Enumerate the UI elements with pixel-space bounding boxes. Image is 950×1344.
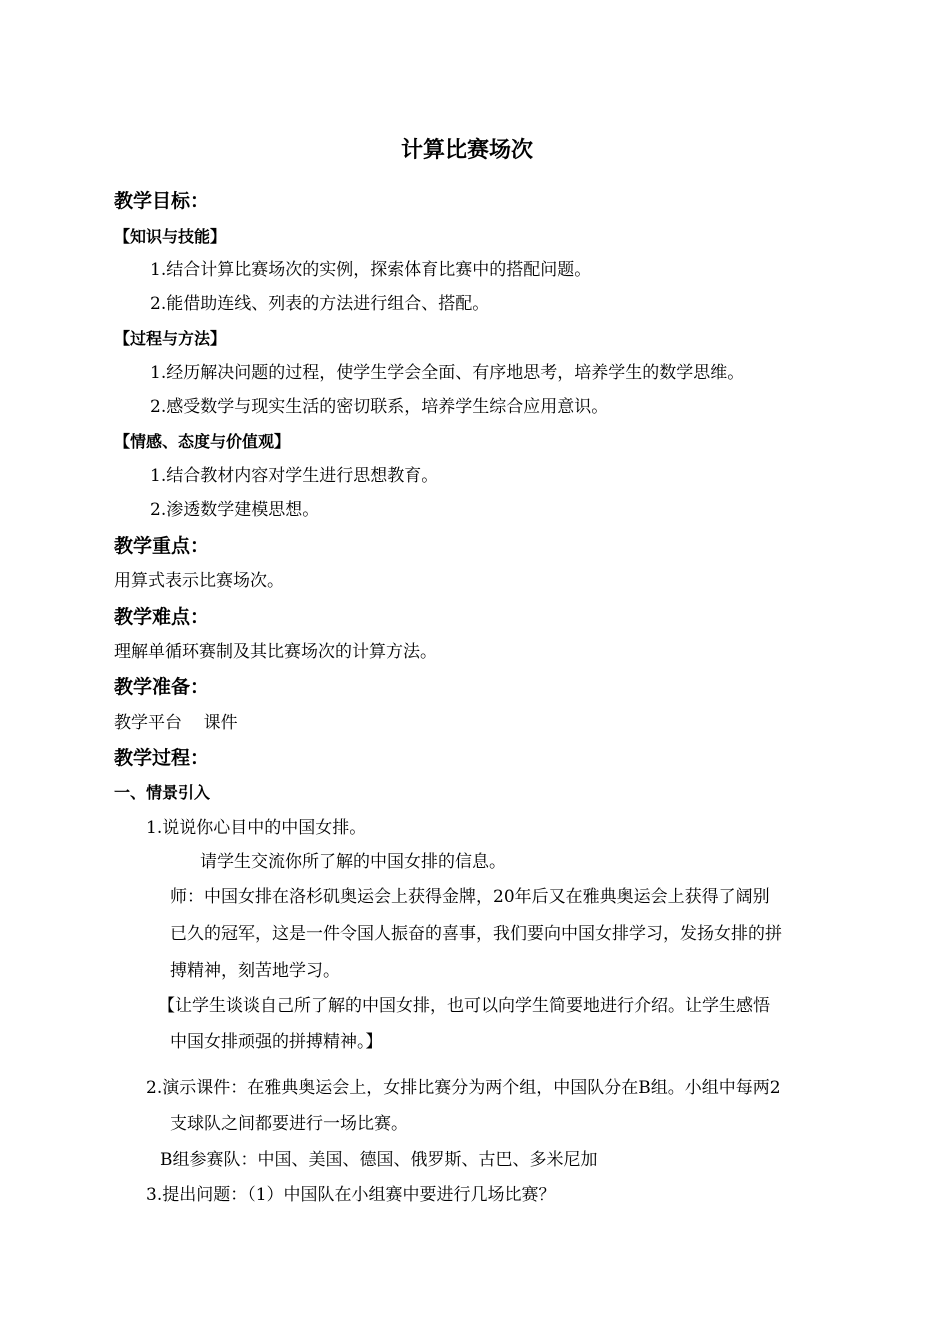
emotion-item-1: 1.结合教材内容对学生进行思想教育。: [150, 466, 439, 486]
intro-item-1-sub: 请学生交流你所了解的中国女排的信息。: [200, 852, 506, 872]
preparation-text: 教学平台 课件: [114, 713, 238, 733]
key-point-heading: 教学重点：: [114, 535, 210, 557]
process-heading: 教学过程：: [114, 747, 210, 769]
intro-item-3: 3.提出问题：（1）中国队在小组赛中要进行几场比赛？: [146, 1185, 556, 1205]
process-item-1: 1.经历解决问题的过程，使学生学会全面、有序地思考，培养学生的数学思维。: [150, 363, 745, 383]
objectives-heading: 教学目标：: [114, 190, 210, 212]
preparation-heading: 教学准备：: [114, 676, 210, 698]
emotion-label: 【情感、态度与价值观】: [114, 432, 291, 451]
difficulty-text: 理解单循环赛制及其比赛场次的计算方法。: [114, 642, 437, 662]
note-line-1: 【让学生谈谈自己所了解的中国女排，也可以向学生简要地进行介绍。让学生感悟: [158, 996, 770, 1016]
knowledge-label: 【知识与技能】: [114, 227, 227, 246]
process-item-2: 2.感受数学与现实生活的密切联系，培养学生综合应用意识。: [150, 397, 609, 417]
note-line-2: 中国女排顽强的拼搏精神。】: [170, 1032, 383, 1052]
page-title: 计算比赛场次: [401, 138, 534, 163]
teacher-line-1: 师：中国女排在洛杉矶奥运会上获得金牌，20年后又在雅典奥运会上获得了阔别: [170, 887, 770, 907]
process-label: 【过程与方法】: [114, 329, 227, 348]
part1-heading: 一、情景引入: [114, 783, 211, 802]
emotion-item-2: 2.渗透数学建模思想。: [150, 500, 320, 520]
knowledge-item-1: 1.结合计算比赛场次的实例，探索体育比赛中的搭配问题。: [150, 260, 592, 280]
difficulty-heading: 教学难点：: [114, 606, 210, 628]
key-point-text: 用算式表示比赛场次。: [114, 571, 284, 591]
teacher-line-3: 搏精神，刻苦地学习。: [170, 961, 340, 981]
intro-item-1: 1.说说你心目中的中国女排。: [146, 818, 367, 838]
teams-list: B组参赛队：中国、美国、德国、俄罗斯、古巴、多米尼加: [160, 1150, 598, 1170]
intro-item-2-line-2: 支球队之间都要进行一场比赛。: [170, 1114, 408, 1134]
intro-item-2-line-1: 2.演示课件：在雅典奥运会上，女排比赛分为两个组，中国队分在B组。小组中每两2: [146, 1078, 781, 1098]
teacher-line-2: 已久的冠军，这是一件令国人振奋的喜事，我们要向中国女排学习，发扬女排的拼: [170, 924, 782, 944]
knowledge-item-2: 2.能借助连线、列表的方法进行组合、搭配。: [150, 294, 490, 314]
